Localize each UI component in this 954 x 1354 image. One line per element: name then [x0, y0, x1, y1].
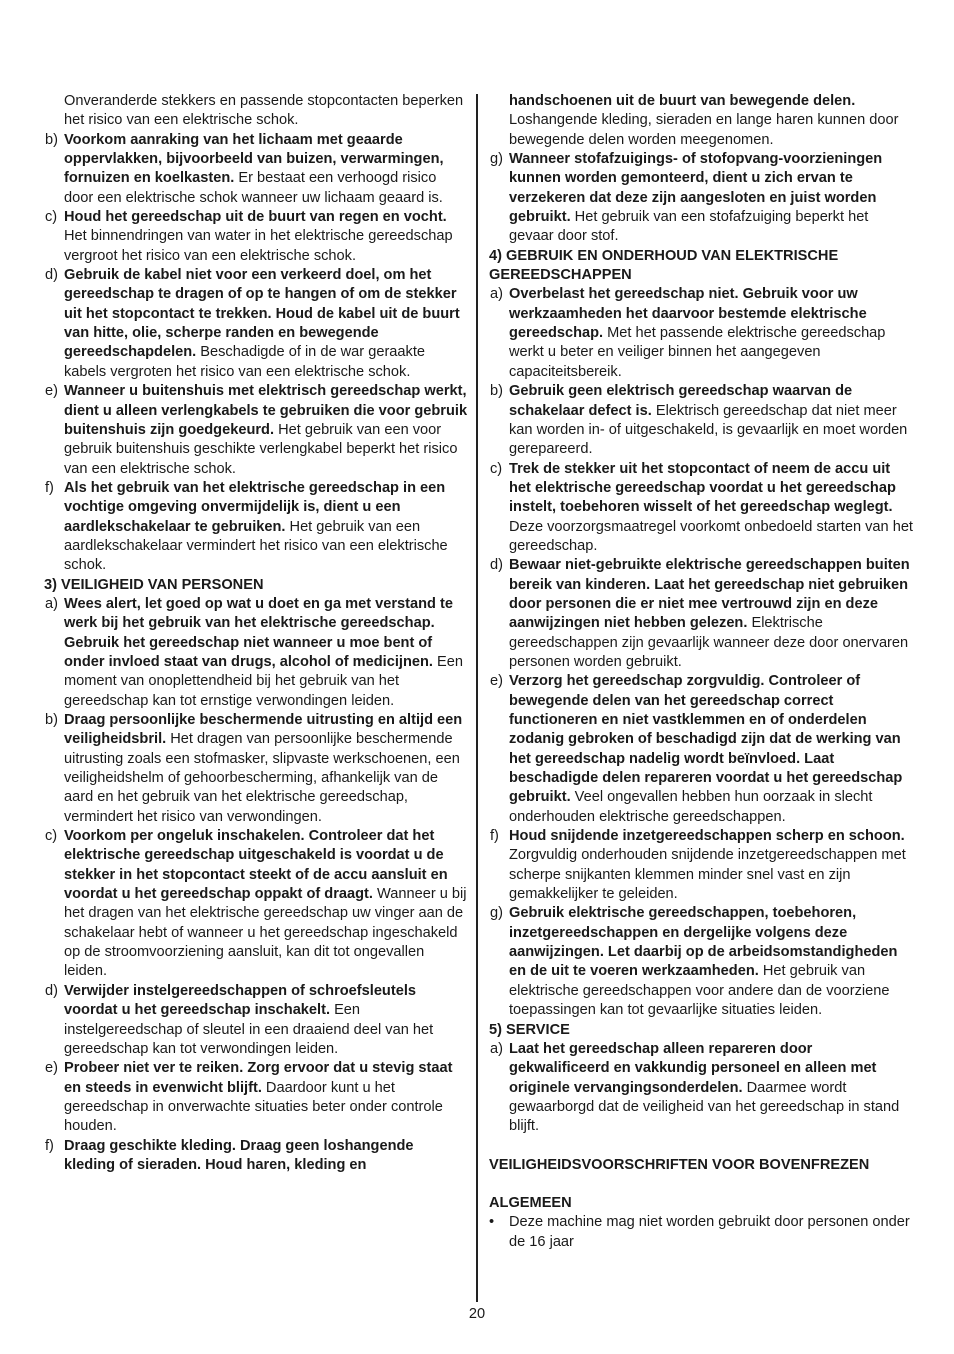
list-item: d) Verwijder instelgereedschappen of schroefsleutels voordat u het gereedschap inschakelt. Een instelgereedschap of sleutel in een draaiend deel van het gereedschap kan tot verwondingen leiden. — [45, 982, 434, 1057]
column-divider — [476, 94, 478, 1302]
list-item: a) Laat het gereedschap alleen repareren door gekwalificeerd en vakkundig personeel en alleen met originele vervangingsonderdelen. Daarmee wordt gewaarborgd dat de veiligheid van het gereedschap in stand blijft. — [490, 1040, 900, 1135]
intro-paragraph: Onveranderde stekkers en passende stopcontacten beperken het risico van een elektrische schok. — [64, 93, 464, 129]
list-item: g) Gebruik elektrische gereedschappen, toebehoren, inzetgereedschappen en dergelijke volgens deze aanwijzingen. Let daarbij op de arbeidsomstandigheden en de uit te voeren werkzaamheden. Het gebruik van elektrische gereedschappen voor andere dan de voorziene toepassingen kan tot gevaarlijke situaties leiden. — [490, 905, 898, 1019]
list-item: g) Wanneer stofafzuigings- of stofopvang-voorzieningen kunnen worden gemonteerd, dient u zich ervan te verzekeren dat deze zijn aangesloten en juist worden gebruikt. Het gebruik van een stofafzuiging beperkt het gevaar door stof. — [490, 151, 883, 245]
list-item: f) Draag geschikte kleding. Draag geen loshangende kleding of sieraden. Houd haren, kleding en — [45, 1137, 414, 1173]
section-2-list — [44, 131, 468, 576]
list-item: c) Houd het gereedschap uit de buurt van regen en vocht. Het binnendringen van water in het elektrische gereedschap vergroot het risico van een elektrische schok. — [45, 209, 453, 264]
list-item: f) Houd snijdende inzetgereedschappen scherp en schoon. Zorgvuldig onderhouden snijdende inzetgereedschappen met scherpe snijkanten klemmen minder snel vast en zijn gemakkelijker te geleiden. — [490, 828, 906, 903]
list-item: b) Voorkom aanraking van het lichaam met geaarde oppervlakken, bijvoorbeeld van buizen, verwarmingen, fornuizen en koelkasten. Er bestaat een verhoogd risico door een elektrische schok wanneer uw lichaam geaard is. — [45, 131, 444, 206]
section-heading: 4) GEBRUIK EN ONDERHOUD VAN ELEKTRISCHE GEREEDSCHAPPEN — [489, 247, 839, 284]
section-heading: ALGEMEEN — [489, 1194, 572, 1211]
list-item: e) Probeer niet ver te reiken. Zorg ervoor dat u stevig staat en steeds in evenwicht blijft. Daardoor kunt u het gereedschap in onverwachte situaties beter onder controle houden. — [45, 1060, 453, 1135]
list-item: a) Wees alert, let goed op wat u doet en ga met verstand te werk bij het gebruik van het elektrische gereedschap. Gebruik het gereedschap niet wanneer u moe bent of onder invloed staat van drugs, alcohol of medicijnen. Een moment van onoplettendheid bij het gebruik van het gereedschap kan tot ernstige verwondingen leiden. — [45, 595, 463, 709]
continued-paragraph: handschoenen uit de buurt van bewegende delen. Loshangende kleding, sieraden en lange haren kunnen door bewegende delen worden meegenomen. — [509, 93, 899, 148]
right-column — [489, 92, 914, 1252]
page-number: 20 — [468, 1306, 486, 1322]
list-item: c) Trek de stekker uit het stopcontact of neem de accu uit het elektrische gereedschap voordat u het gereedschap instelt, toebehoren wisselt of het gereedschap weglegt. Deze voorzorgsmaatregel voorkomt onbedoeld starten van het gereedschap. — [490, 460, 913, 554]
list-item: b) Gebruik geen elektrisch gereedschap waarvan de schakelaar defect is. Elektrisch gereedschap dat niet meer kan worden in- of uitgeschakeld, is gevaarlijk en moet worden gerepareerd. — [490, 383, 908, 458]
list-item: e) Wanneer u buitenshuis met elektrisch gereedschap werkt, dient u alleen verlengkabels te gebruiken die voor gebruik buitenshuis zijn goedgekeurd. Het gebruik van een voor gebruik buitenshuis geschikte verlengkabel beperkt het risico van een elektrische schok. — [45, 383, 468, 477]
section-5-list — [489, 1040, 914, 1137]
section-3-list — [44, 595, 468, 1175]
list-item: b) Draag persoonlijke beschermende uitrusting en altijd een veiligheidsbril. Het dragen van persoonlijke beschermende uitrusting zoals een stofmasker, slipvaste werkschoenen, een veiligheidshelm of gehoorbescherming, afhankelijk van de aard en het gebruik van het elektrische gereedschap, vermindert het risico van verwondingen. — [45, 712, 463, 825]
left-column — [44, 92, 468, 1175]
section-4-list — [489, 285, 914, 1020]
spacer — [489, 1137, 914, 1156]
bullet-item: • Deze machine mag niet worden gebruikt door personen onder de 16 jaar — [489, 1214, 910, 1250]
section-heading: VEILIGHEIDSVOORSCHRIFTEN VOOR BOVENFREZEN — [489, 1156, 870, 1173]
list-item: c) Voorkom per ongeluk inschakelen. Controleer dat het elektrische gereedschap uitgeschakeld is voordat u de stekker in het stopcontact steekt of de accu aansluit en voordat u het gereedschap oppakt of draagt. Wanneer u bij het dragen van het elektrische gereedschap uw vinger aan de schakelaar hebt of wanneer u het gereedschap ingeschakeld op de stroomvoorziening aansluit, kan dit tot ongevallen leiden. — [45, 828, 467, 980]
list-item: a) Overbelast het gereedschap niet. Gebruik voor uw werkzaamheden het daarvoor bestemde elektrische gereedschap. Met het passende elektrische gereedschap werkt u beter en veiliger binnen het aangegeven capaciteitsbereik. — [490, 286, 886, 380]
spacer — [489, 1175, 914, 1194]
list-item: e) Verzorg het gereedschap zorgvuldig. Controleer of bewegende delen van het gereedschap correct functioneren en niet vastklemmen en of onderdelen zodanig gebroken of beschadigd zijn dat de werking van het gereedschap nadelig wordt beïnvloed. Laat beschadigde delen repareren voordat u het gereedschap gebruikt. Veel ongevallen hebben hun oorzaak in slecht onderhouden elektrische gereedschappen. — [490, 673, 903, 825]
list-item: f) Als het gebruik van het elektrische gereedschap in een vochtige omgeving onvermijdelijk is, dient u een aardlekschakelaar te gebruiken. Het gebruik van een aardlekschakelaar vermindert het risico van een elektrische schok. — [45, 479, 448, 574]
list-item: d) Gebruik de kabel niet voor een verkeerd doel, om het gereedschap te dragen of op te hangen of om de stekker uit het stopcontact te trekken. Houd de kabel uit de buurt van hitte, olie, scherpe randen en bewegende gereedschapdelen. Beschadigde of in de war geraakte kabels vergroten het risico van een elektrische schok. — [45, 267, 460, 380]
section-heading: 3) VEILIGHEID VAN PERSONEN — [44, 576, 264, 593]
list-item: d) Bewaar niet-gebruikte elektrische gereedschappen buiten bereik van kinderen. Laat het gereedschap niet gebruiken door personen die er niet mee vertrouwd zijn en deze aanwijzingen niet hebben gelezen. Elektrische gereedschappen zijn gevaarlijk wanneer deze door onervaren personen worden gebruikt. — [490, 557, 910, 670]
section-heading: 5) SERVICE — [489, 1021, 570, 1038]
